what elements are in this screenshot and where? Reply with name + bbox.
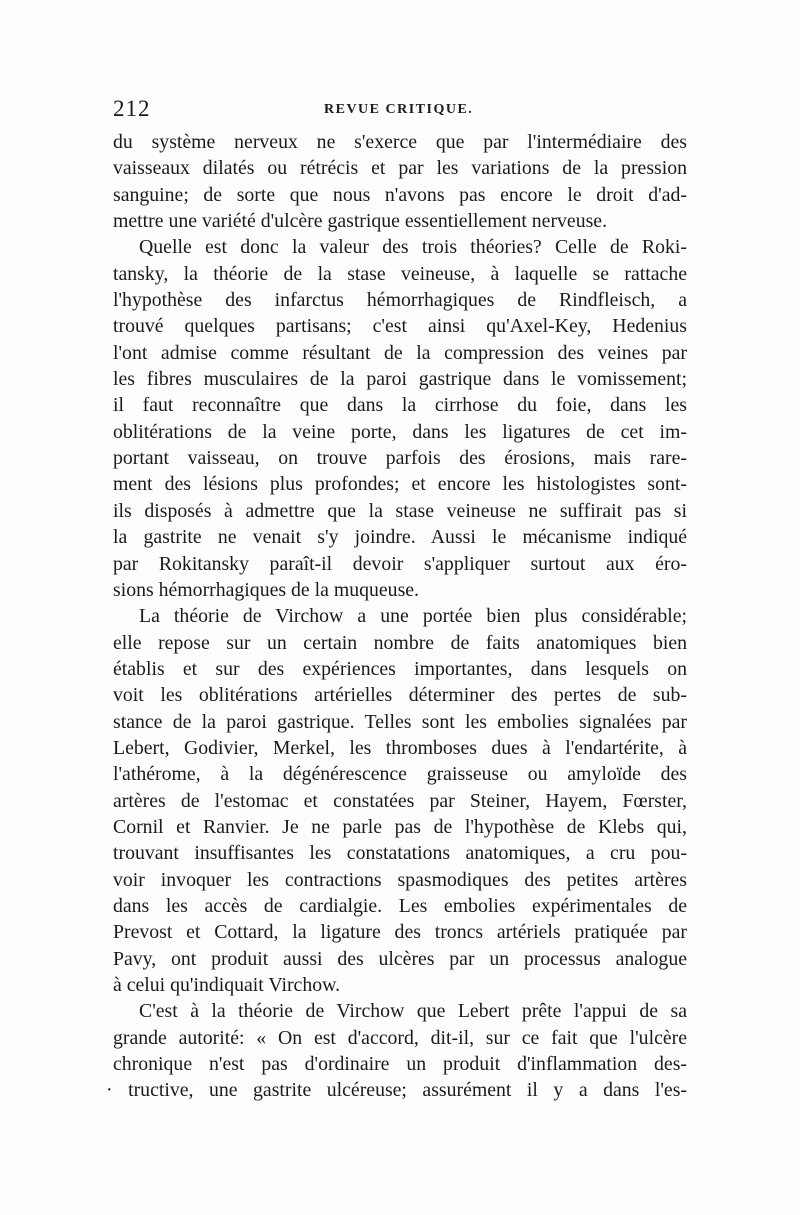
text-line: stance de la paroi gastrique. Telles sont les embolies signalées par [113, 710, 687, 733]
text-line: les fibres musculaires de la paroi gastrique dans le vomissement; [113, 368, 687, 391]
text-line: la gastrite ne venait s'y joindre. Aussi le mécanisme indiqué [113, 526, 687, 549]
text-line: elle repose sur un certain nombre de faits anatomiques bien [113, 631, 687, 654]
page-number: 212 [113, 96, 151, 121]
text-line: ils disposés à admettre que la stase veineuse ne suffirait pas si [113, 499, 687, 522]
text-line: Lebert, Godivier, Merkel, les thromboses dues à l'endartérite, à [113, 736, 687, 759]
text-line: C'est à la théorie de Virchow que Lebert prête l'appui de sa [139, 1000, 687, 1023]
text-line: à celui qu'indiquait Virchow. [113, 974, 341, 996]
text-line: voit les oblitérations artérielles déterminer des pertes de sub- [113, 684, 687, 707]
text-line: l'ont admise comme résultant de la compression des veines par [113, 341, 687, 364]
text-line: trouvé quelques partisans; c'est ainsi qu'Axel-Key, Hedenius [113, 315, 687, 338]
text-line: · tructive, une gastrite ulcéreuse; assurément il y a dans l'es- [106, 1079, 687, 1102]
text-line: sanguine; de sorte que nous n'avons pas encore le droit d'ad- [113, 183, 687, 206]
running-head: REVUE CRITIQUE. [324, 102, 474, 117]
text-line: grande autorité: « On est d'accord, dit-il, sur ce fait que l'ulcère [113, 1026, 687, 1049]
text-line: La théorie de Virchow a une portée bien plus considérable; [139, 605, 687, 628]
text-line: ment des lésions plus profondes; et encore les histologistes sont- [113, 473, 687, 496]
text-line: du système nerveux ne s'exerce que par l'intermédiaire des [113, 131, 687, 153]
text-line: chronique n'est pas d'ordinaire un produit d'inflammation des- [113, 1053, 687, 1076]
text-line: voir invoquer les contractions spasmodiques des petites artères [113, 868, 687, 891]
text-line: sions hémorrhagiques de la muqueuse. [113, 578, 419, 601]
text-line: oblitérations de la veine porte, dans les ligatures de cet im- [113, 420, 687, 443]
text-line: Prevost et Cottard, la ligature des troncs artériels pratiquée par [113, 921, 687, 944]
body-text [106, 129, 687, 1104]
text-line: artères de l'estomac et constatées par Steiner, Hayem, Fœrster, [113, 789, 687, 812]
text-line: Cornil et Ranvier. Je ne parle pas de l'hypothèse de Klebs qui, [113, 815, 687, 838]
text-line: il faut reconnaître que dans la cirrhose du foie, dans les [113, 394, 687, 417]
text-line: portant vaisseau, on trouve parfois des érosions, mais rare- [113, 447, 687, 470]
text-line: Pavy, ont produit aussi des ulcères par un processus analogue [113, 947, 687, 970]
text-line: vaisseaux dilatés ou rétrécis et par les variations de la pression [113, 157, 687, 180]
text-line: trouvant insuffisantes les constatations anatomiques, a cru pou- [113, 842, 687, 865]
text-line: dans les accès de cardialgie. Les embolies expérimentales de [113, 894, 687, 917]
text-line: tansky, la théorie de la stase veineuse, à laquelle se rattache [113, 262, 687, 285]
text-line: l'hypothèse des infarctus hémorrhagiques de Rindfleisch, a [113, 289, 687, 312]
text-line: établis et sur des expériences importantes, dans lesquels on [113, 657, 687, 680]
text-line: par Rokitansky paraît-il devoir s'appliquer surtout aux éro- [113, 552, 687, 575]
page-header [113, 96, 687, 126]
text-line: Quelle est donc la valeur des trois théories? Celle de Roki- [139, 236, 687, 259]
text-line: l'athérome, à la dégénérescence graisseuse ou amyloïde des [113, 763, 687, 786]
text-line: mettre une variété d'ulcère gastrique essentiellement nerveuse. [113, 210, 608, 233]
